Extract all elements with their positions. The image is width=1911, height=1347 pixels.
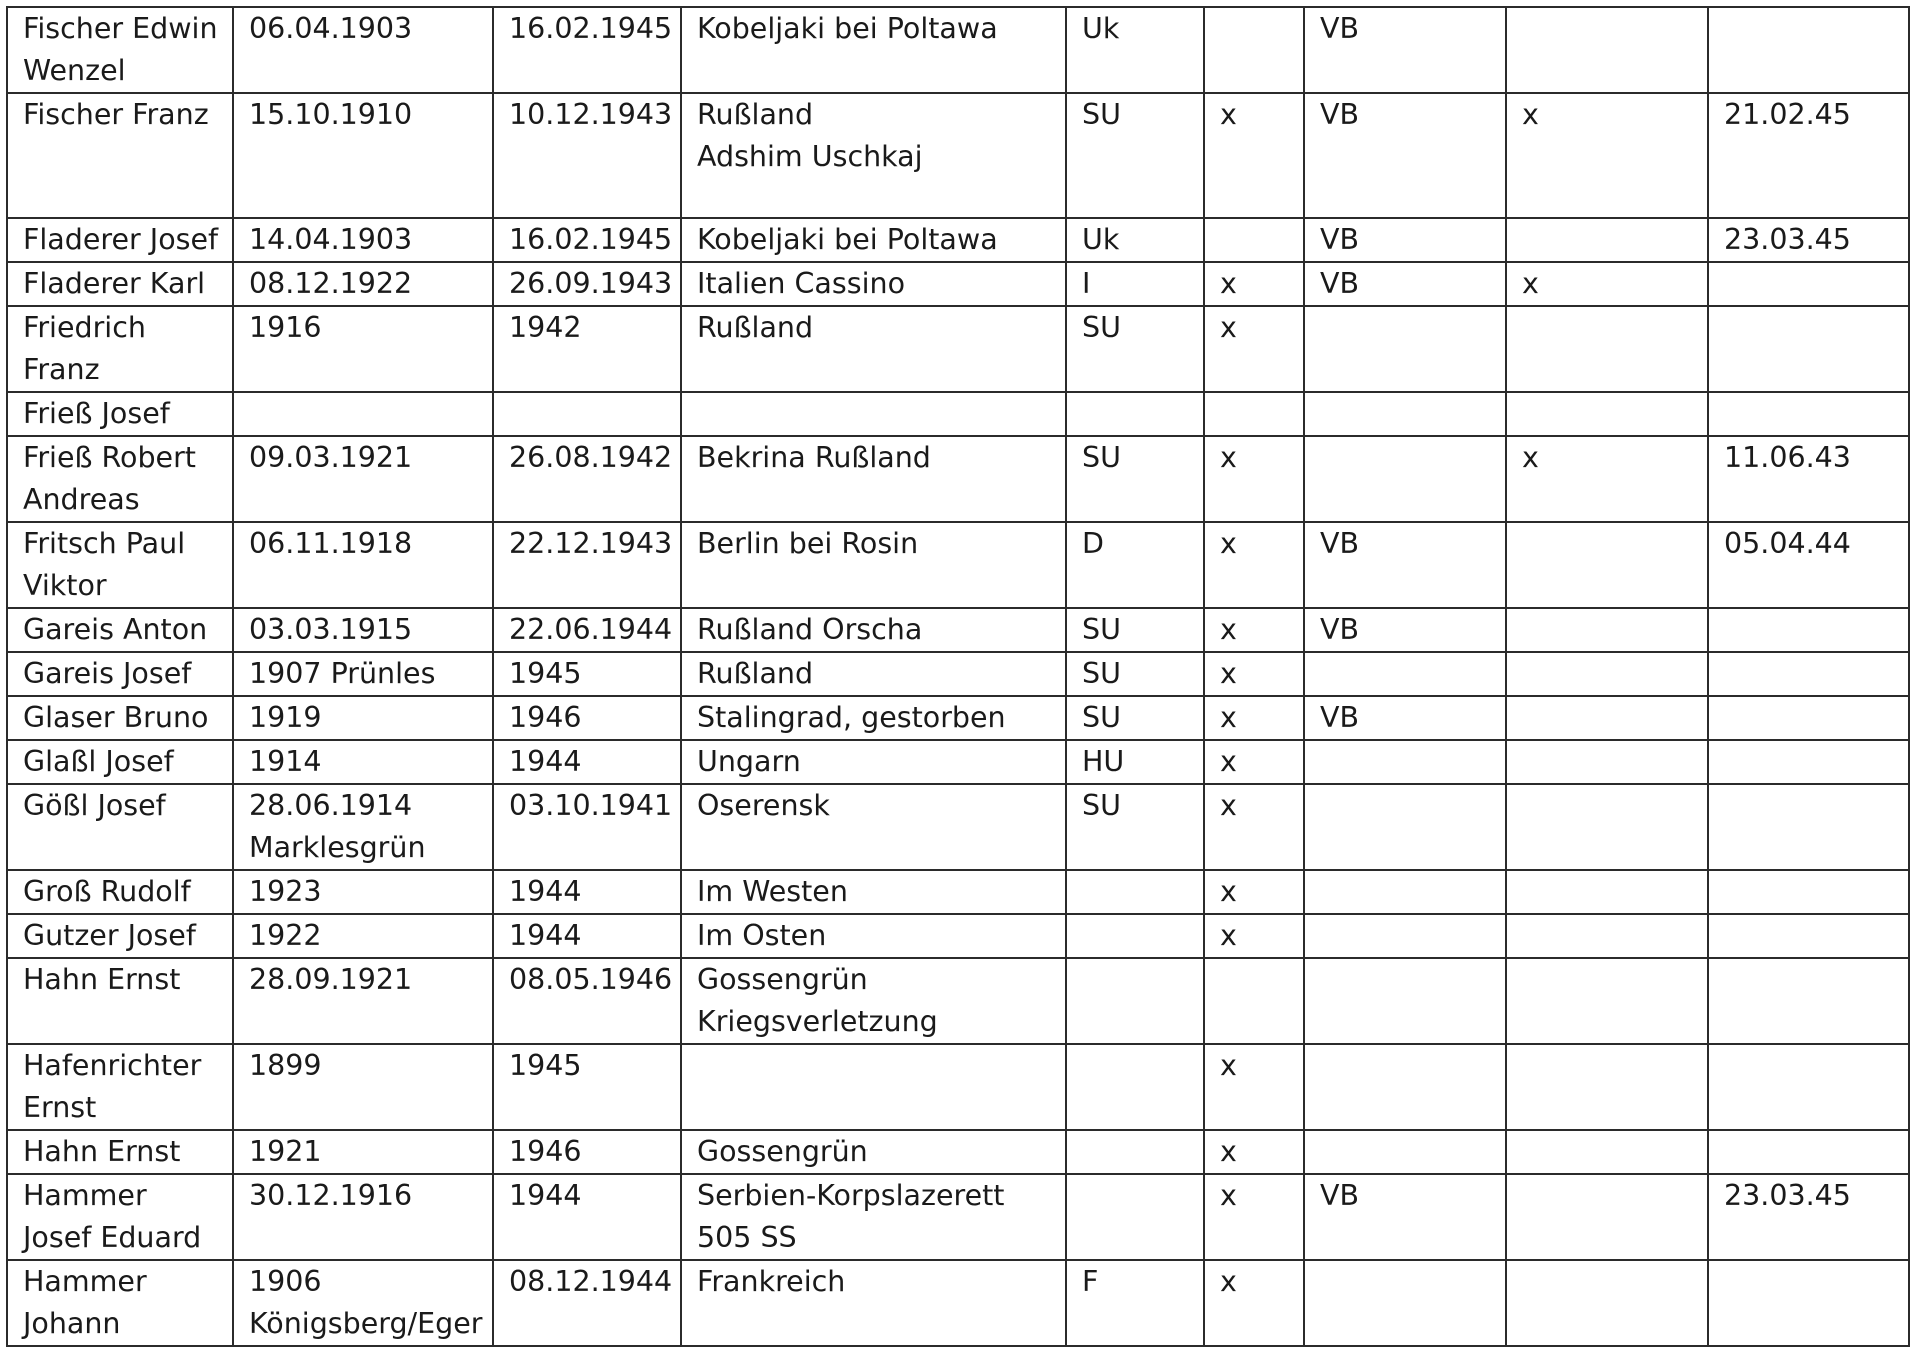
second-mark-cell: x <box>1506 93 1708 218</box>
name-cell: Friedrich Franz <box>7 306 233 392</box>
record-date-cell: 11.06.43 <box>1708 436 1909 522</box>
birth-date-cell: 1922 <box>233 914 493 958</box>
country-code-cell: SU <box>1066 784 1204 870</box>
second-mark-cell <box>1506 1174 1708 1260</box>
country-code-cell: SU <box>1066 306 1204 392</box>
name-cell: Fischer Edwin Wenzel <box>7 7 233 93</box>
name-cell: Glaser Bruno <box>7 696 233 740</box>
death-place-cell: Im Osten <box>681 914 1066 958</box>
table-row <box>7 522 1909 608</box>
vb-cell: VB <box>1304 1174 1506 1260</box>
mark-cell: x <box>1204 306 1304 392</box>
name-cell: Hammer Johann <box>7 1260 233 1346</box>
record-date-cell <box>1708 608 1909 652</box>
birth-date-cell: 15.10.1910 <box>233 93 493 218</box>
death-date-cell: 26.09.1943 <box>493 262 681 306</box>
vb-cell <box>1304 1260 1506 1346</box>
country-code-cell: SU <box>1066 93 1204 218</box>
death-date-cell: 1944 <box>493 914 681 958</box>
death-date-cell: 1945 <box>493 652 681 696</box>
country-code-cell <box>1066 1130 1204 1174</box>
death-date-cell: 03.10.1941 <box>493 784 681 870</box>
name-cell: Gareis Josef <box>7 652 233 696</box>
record-date-cell <box>1708 914 1909 958</box>
table-body <box>7 7 1909 1346</box>
name-cell: Groß Rudolf <box>7 870 233 914</box>
name-cell: Gößl Josef <box>7 784 233 870</box>
record-date-cell: 05.04.44 <box>1708 522 1909 608</box>
mark-cell: x <box>1204 1130 1304 1174</box>
death-date-cell: 1942 <box>493 306 681 392</box>
death-date-cell: 1944 <box>493 870 681 914</box>
mark-cell <box>1204 7 1304 93</box>
country-code-cell <box>1066 1174 1204 1260</box>
death-place-cell <box>681 1044 1066 1130</box>
name-cell: Glaßl Josef <box>7 740 233 784</box>
vb-cell <box>1304 1130 1506 1174</box>
record-date-cell <box>1708 1260 1909 1346</box>
table-row <box>7 93 1909 218</box>
vb-cell <box>1304 652 1506 696</box>
mark-cell: x <box>1204 436 1304 522</box>
record-date-cell <box>1708 870 1909 914</box>
death-place-cell: Serbien-Korpslazerett 505 SS <box>681 1174 1066 1260</box>
country-code-cell: I <box>1066 262 1204 306</box>
vb-cell <box>1304 1044 1506 1130</box>
name-cell: Hafenrichter Ernst <box>7 1044 233 1130</box>
second-mark-cell <box>1506 1130 1708 1174</box>
second-mark-cell <box>1506 740 1708 784</box>
birth-date-cell: 1899 <box>233 1044 493 1130</box>
vb-cell <box>1304 870 1506 914</box>
country-code-cell: D <box>1066 522 1204 608</box>
death-place-cell: Frankreich <box>681 1260 1066 1346</box>
death-place-cell: Bekrina Rußland <box>681 436 1066 522</box>
death-place-cell: Kobeljaki bei Poltawa <box>681 7 1066 93</box>
second-mark-cell <box>1506 696 1708 740</box>
second-mark-cell <box>1506 218 1708 262</box>
table-row <box>7 1174 1909 1260</box>
country-code-cell: Uk <box>1066 7 1204 93</box>
second-mark-cell <box>1506 7 1708 93</box>
birth-date-cell: 28.09.1921 <box>233 958 493 1044</box>
death-place-cell: Kobeljaki bei Poltawa <box>681 218 1066 262</box>
record-date-cell <box>1708 696 1909 740</box>
country-code-cell: SU <box>1066 436 1204 522</box>
death-place-cell: Rußland Orscha <box>681 608 1066 652</box>
table-row <box>7 262 1909 306</box>
birth-date-cell: 1906 Königsberg/Eger <box>233 1260 493 1346</box>
vb-cell: VB <box>1304 262 1506 306</box>
record-date-cell <box>1708 652 1909 696</box>
birth-date-cell: 03.03.1915 <box>233 608 493 652</box>
record-date-cell: 21.02.45 <box>1708 93 1909 218</box>
birth-date-cell: 30.12.1916 <box>233 1174 493 1260</box>
record-date-cell <box>1708 958 1909 1044</box>
death-place-cell: Gossengrün <box>681 1130 1066 1174</box>
vb-cell <box>1304 392 1506 436</box>
birth-date-cell: 1923 <box>233 870 493 914</box>
vb-cell <box>1304 740 1506 784</box>
table-row <box>7 1260 1909 1346</box>
second-mark-cell <box>1506 652 1708 696</box>
second-mark-cell <box>1506 608 1708 652</box>
record-date-cell <box>1708 262 1909 306</box>
death-date-cell: 1944 <box>493 1174 681 1260</box>
country-code-cell <box>1066 958 1204 1044</box>
death-date-cell: 22.06.1944 <box>493 608 681 652</box>
vb-cell <box>1304 914 1506 958</box>
country-code-cell <box>1066 914 1204 958</box>
birth-date-cell: 1921 <box>233 1130 493 1174</box>
vb-cell: VB <box>1304 218 1506 262</box>
death-place-cell: Rußland Adshim Uschkaj <box>681 93 1066 218</box>
death-place-cell: Rußland <box>681 652 1066 696</box>
death-date-cell: 16.02.1945 <box>493 218 681 262</box>
record-date-cell <box>1708 306 1909 392</box>
record-date-cell <box>1708 392 1909 436</box>
table-row <box>7 784 1909 870</box>
death-place-cell: Berlin bei Rosin <box>681 522 1066 608</box>
birth-date-cell: 1916 <box>233 306 493 392</box>
birth-date-cell: 1907 Prünles <box>233 652 493 696</box>
mark-cell: x <box>1204 740 1304 784</box>
death-place-cell: Im Westen <box>681 870 1066 914</box>
mark-cell: x <box>1204 914 1304 958</box>
table-row <box>7 1044 1909 1130</box>
mark-cell: x <box>1204 870 1304 914</box>
birth-date-cell: 08.12.1922 <box>233 262 493 306</box>
mark-cell: x <box>1204 262 1304 306</box>
table-row <box>7 306 1909 392</box>
mark-cell: x <box>1204 608 1304 652</box>
table-row <box>7 958 1909 1044</box>
second-mark-cell <box>1506 392 1708 436</box>
table-row <box>7 7 1909 93</box>
death-date-cell: 26.08.1942 <box>493 436 681 522</box>
table-row <box>7 914 1909 958</box>
birth-date-cell: 06.04.1903 <box>233 7 493 93</box>
table-row <box>7 696 1909 740</box>
death-date-cell: 08.12.1944 <box>493 1260 681 1346</box>
country-code-cell: HU <box>1066 740 1204 784</box>
country-code-cell: Uk <box>1066 218 1204 262</box>
death-date-cell: 1944 <box>493 740 681 784</box>
country-code-cell: F <box>1066 1260 1204 1346</box>
record-date-cell: 23.03.45 <box>1708 218 1909 262</box>
death-date-cell: 08.05.1946 <box>493 958 681 1044</box>
country-code-cell: SU <box>1066 608 1204 652</box>
table-row <box>7 740 1909 784</box>
second-mark-cell: x <box>1506 262 1708 306</box>
death-date-cell: 10.12.1943 <box>493 93 681 218</box>
mark-cell: x <box>1204 522 1304 608</box>
death-date-cell: 1945 <box>493 1044 681 1130</box>
second-mark-cell <box>1506 870 1708 914</box>
table-row <box>7 652 1909 696</box>
death-place-cell: Oserensk <box>681 784 1066 870</box>
second-mark-cell <box>1506 1260 1708 1346</box>
second-mark-cell <box>1506 522 1708 608</box>
mark-cell: x <box>1204 696 1304 740</box>
mark-cell <box>1204 392 1304 436</box>
mark-cell <box>1204 218 1304 262</box>
name-cell: Hammer Josef Eduard <box>7 1174 233 1260</box>
birth-date-cell: 06.11.1918 <box>233 522 493 608</box>
mark-cell: x <box>1204 93 1304 218</box>
birth-date-cell <box>233 392 493 436</box>
record-date-cell <box>1708 784 1909 870</box>
record-date-cell <box>1708 7 1909 93</box>
second-mark-cell <box>1506 914 1708 958</box>
vb-cell: VB <box>1304 696 1506 740</box>
death-place-cell: Gossengrün Kriegsverletzung <box>681 958 1066 1044</box>
mark-cell: x <box>1204 652 1304 696</box>
death-place-cell <box>681 392 1066 436</box>
mark-cell: x <box>1204 784 1304 870</box>
table-row <box>7 1130 1909 1174</box>
name-cell: Fritsch Paul Viktor <box>7 522 233 608</box>
birth-date-cell: 09.03.1921 <box>233 436 493 522</box>
vb-cell: VB <box>1304 608 1506 652</box>
table-row <box>7 608 1909 652</box>
birth-date-cell: 1919 <box>233 696 493 740</box>
table-row <box>7 436 1909 522</box>
table-row <box>7 218 1909 262</box>
death-date-cell: 1946 <box>493 696 681 740</box>
vb-cell: VB <box>1304 522 1506 608</box>
name-cell: Hahn Ernst <box>7 958 233 1044</box>
name-cell: Gutzer Josef <box>7 914 233 958</box>
death-date-cell: 22.12.1943 <box>493 522 681 608</box>
birth-date-cell: 1914 <box>233 740 493 784</box>
mark-cell: x <box>1204 1174 1304 1260</box>
name-cell: Hahn Ernst <box>7 1130 233 1174</box>
record-date-cell: 23.03.45 <box>1708 1174 1909 1260</box>
vb-cell <box>1304 306 1506 392</box>
second-mark-cell <box>1506 784 1708 870</box>
death-place-cell: Italien Cassino <box>681 262 1066 306</box>
birth-date-cell: 28.06.1914 Marklesgrün <box>233 784 493 870</box>
birth-date-cell: 14.04.1903 <box>233 218 493 262</box>
second-mark-cell <box>1506 306 1708 392</box>
death-date-cell <box>493 392 681 436</box>
name-cell: Fladerer Josef <box>7 218 233 262</box>
death-place-cell: Ungarn <box>681 740 1066 784</box>
record-date-cell <box>1708 740 1909 784</box>
vb-cell <box>1304 958 1506 1044</box>
name-cell: Frieß Robert Andreas <box>7 436 233 522</box>
vb-cell <box>1304 436 1506 522</box>
death-date-cell: 16.02.1945 <box>493 7 681 93</box>
death-place-cell: Rußland <box>681 306 1066 392</box>
name-cell: Frieß Josef <box>7 392 233 436</box>
mark-cell <box>1204 958 1304 1044</box>
second-mark-cell: x <box>1506 436 1708 522</box>
records-table <box>6 6 1910 1347</box>
country-code-cell <box>1066 870 1204 914</box>
second-mark-cell <box>1506 958 1708 1044</box>
mark-cell: x <box>1204 1260 1304 1346</box>
vb-cell <box>1304 784 1506 870</box>
table-row <box>7 392 1909 436</box>
country-code-cell: SU <box>1066 652 1204 696</box>
death-place-cell: Stalingrad, gestorben <box>681 696 1066 740</box>
death-date-cell: 1946 <box>493 1130 681 1174</box>
name-cell: Gareis Anton <box>7 608 233 652</box>
record-date-cell <box>1708 1130 1909 1174</box>
vb-cell: VB <box>1304 93 1506 218</box>
record-date-cell <box>1708 1044 1909 1130</box>
country-code-cell: SU <box>1066 696 1204 740</box>
name-cell: Fischer Franz <box>7 93 233 218</box>
country-code-cell <box>1066 1044 1204 1130</box>
mark-cell: x <box>1204 1044 1304 1130</box>
vb-cell: VB <box>1304 7 1506 93</box>
second-mark-cell <box>1506 1044 1708 1130</box>
table-row <box>7 870 1909 914</box>
name-cell: Fladerer Karl <box>7 262 233 306</box>
country-code-cell <box>1066 392 1204 436</box>
